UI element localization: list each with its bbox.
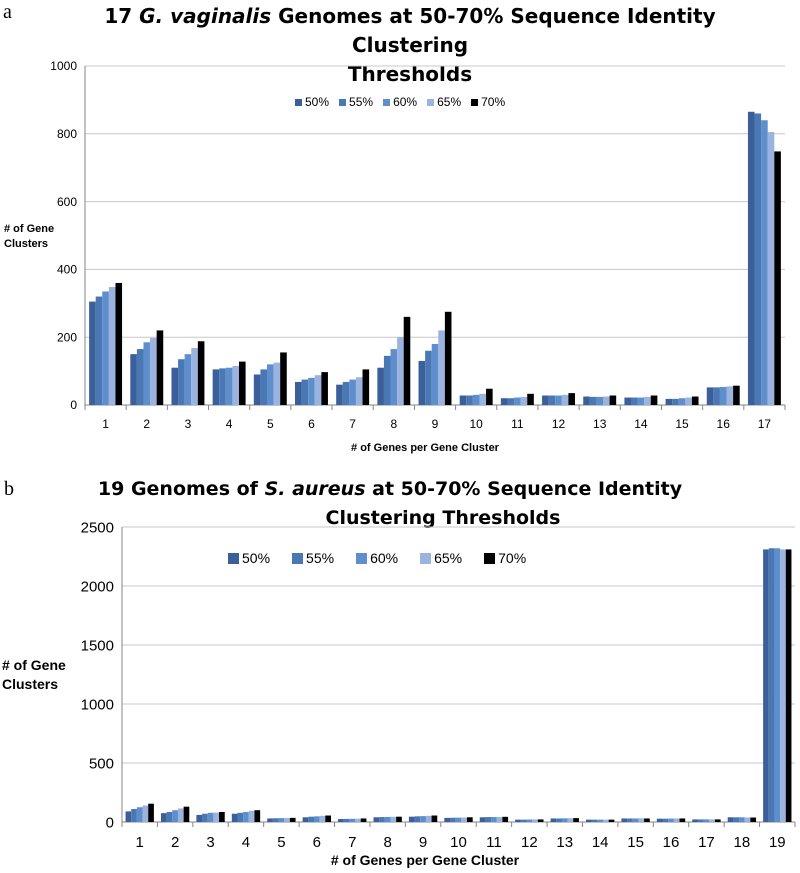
legend-label: 65% xyxy=(434,550,463,566)
bar-50pct-cat-12 xyxy=(515,820,521,822)
x-tick-label: 16 xyxy=(716,417,730,431)
bar-50pct-cat-14 xyxy=(586,820,592,822)
bar-55pct-cat-10 xyxy=(450,818,456,822)
bar-55pct-cat-13 xyxy=(556,818,562,822)
bar-70pct-cat-16 xyxy=(680,818,686,822)
bar-55pct-cat-15 xyxy=(627,818,633,822)
y-tick-label: 400 xyxy=(56,262,77,277)
bar-70pct-cat-19 xyxy=(786,549,792,822)
x-tick-label: 19 xyxy=(768,834,786,851)
x-tick-label: 9 xyxy=(418,834,428,851)
bar-55pct-cat-16 xyxy=(663,819,669,822)
bar-50pct-cat-8 xyxy=(373,817,379,822)
x-tick-label: 2 xyxy=(170,834,180,851)
bar-70pct-cat-9 xyxy=(432,816,438,822)
bar-70pct-cat-4 xyxy=(254,810,260,822)
y-tick-label: 1000 xyxy=(50,59,77,74)
bar-55pct-cat-8 xyxy=(379,817,385,822)
bar-55pct-cat-2 xyxy=(167,812,173,822)
bar-60pct-cat-4 xyxy=(243,812,249,822)
legend-label: 60% xyxy=(370,550,399,566)
bar-70pct-cat-2 xyxy=(184,807,190,822)
bar-50pct-cat-18 xyxy=(728,817,734,822)
bar-65pct-cat-6 xyxy=(320,816,326,822)
bar-50pct-cat-11 xyxy=(480,817,486,822)
bar-55pct-cat-9 xyxy=(415,816,421,822)
bar-55pct-cat-12 xyxy=(521,820,527,822)
x-tick-label: 5 xyxy=(277,834,286,851)
chart-a-title: 17 G. vaginalis Genomes at 50-70% Sequence Identity Clustering Thresholds xyxy=(104,4,716,86)
panel-b-letter: b xyxy=(4,478,14,500)
bar-55pct-cat-5 xyxy=(273,818,279,822)
bar-60pct-cat-5 xyxy=(279,818,285,822)
legend-swatch xyxy=(356,553,367,564)
bar-50pct-cat-19 xyxy=(763,549,769,822)
bar-70pct-cat-6 xyxy=(325,816,331,822)
bar-50pct-cat-17 xyxy=(692,819,698,822)
legend-label: 70% xyxy=(498,550,527,566)
bar-60pct-cat-15 xyxy=(633,818,639,822)
bar-50pct-cat-6 xyxy=(303,817,309,822)
bar-55pct-cat-14 xyxy=(592,820,598,822)
legend-swatch xyxy=(484,553,495,564)
legend-item-50pct xyxy=(228,550,270,566)
y-tick-label: 2500 xyxy=(80,519,114,537)
legend-label: 70% xyxy=(481,95,506,109)
bar-65pct-cat-9 xyxy=(426,816,432,822)
x-tick-label: 5 xyxy=(266,417,274,431)
bar-65pct-cat-13 xyxy=(568,818,574,822)
legend-item-60pct xyxy=(356,550,398,566)
bar-60pct-cat-19 xyxy=(774,548,780,822)
legend-item-65pct xyxy=(420,550,462,566)
bar-55pct-cat-11 xyxy=(485,817,491,822)
bar-65pct-cat-15 xyxy=(638,818,644,822)
legend-label: 55% xyxy=(306,550,335,566)
bar-50pct-cat-2 xyxy=(161,813,167,822)
x-tick-label: 4 xyxy=(225,417,233,431)
chart-b-title: 19 Genomes of S. aureus at 50-70% Sequence Identity Clustering Thresholds xyxy=(97,478,683,529)
x-tick-label: 17 xyxy=(757,417,772,431)
bar-65pct-cat-1 xyxy=(143,805,149,822)
chart-b-x-axis-label: # of Genes per Gene Cluster xyxy=(330,852,520,868)
bar-60pct-cat-1 xyxy=(137,807,143,822)
legend-swatch xyxy=(292,553,303,564)
x-tick-label: 3 xyxy=(184,417,192,431)
bar-60pct-cat-9 xyxy=(420,816,426,822)
legend-label: 55% xyxy=(349,95,374,109)
x-tick-label: 1 xyxy=(102,417,109,431)
bar-65pct-cat-11 xyxy=(497,817,503,822)
bar-55pct-cat-4 xyxy=(237,813,243,822)
legend-item-55pct xyxy=(292,550,334,566)
bar-50pct-cat-3 xyxy=(196,815,202,822)
bar-60pct-cat-3 xyxy=(208,813,214,822)
bar-65pct-cat-19 xyxy=(780,549,786,822)
bar-70pct-cat-15 xyxy=(644,818,650,822)
y-tick-label: 800 xyxy=(56,127,77,141)
bar-60pct-cat-12 xyxy=(527,820,533,822)
bar-55pct-cat-3 xyxy=(202,814,208,822)
bar-50pct-cat-5 xyxy=(267,818,273,822)
bar-65pct-cat-5 xyxy=(284,818,290,822)
x-tick-label: 10 xyxy=(469,417,483,431)
legend-item-70pct xyxy=(484,550,526,566)
legend-label: 65% xyxy=(437,95,462,109)
bar-65pct-cat-18 xyxy=(745,818,751,822)
y-tick-label: 1000 xyxy=(80,696,114,714)
x-tick-label: 15 xyxy=(627,834,644,851)
legend-label: 60% xyxy=(393,95,418,109)
bar-60pct-cat-17 xyxy=(704,819,710,822)
bar-70pct-cat-3 xyxy=(219,812,225,822)
bar-70pct-cat-8 xyxy=(396,817,402,822)
bar-65pct-cat-16 xyxy=(674,818,680,822)
bar-70pct-cat-14 xyxy=(609,820,615,822)
x-tick-label: 14 xyxy=(591,834,609,851)
x-tick-label: 13 xyxy=(556,834,574,851)
legend-label: 50% xyxy=(305,95,330,109)
y-tick-label: 0 xyxy=(70,398,77,413)
bar-60pct-cat-18 xyxy=(739,817,745,822)
legend-swatch xyxy=(228,553,239,564)
x-tick-label: 17 xyxy=(698,834,715,851)
bar-65pct-cat-12 xyxy=(532,819,538,822)
bar-70pct-cat-7 xyxy=(361,818,367,822)
x-tick-label: 4 xyxy=(241,834,251,851)
y-tick-label: 0 xyxy=(105,814,114,832)
x-tick-label: 12 xyxy=(520,834,538,851)
bar-65pct-cat-8 xyxy=(390,817,396,822)
x-tick-label: 16 xyxy=(662,834,680,851)
bar-70pct-cat-12 xyxy=(538,819,544,822)
bar-60pct-cat-16 xyxy=(668,819,674,822)
bar-55pct-cat-17 xyxy=(698,819,704,822)
bar-60pct-cat-7 xyxy=(349,819,355,822)
bar-55pct-cat-7 xyxy=(344,819,350,822)
bar-60pct-cat-2 xyxy=(172,810,178,822)
bar-60pct-cat-8 xyxy=(385,817,391,822)
y-tick-label: 1500 xyxy=(80,637,114,655)
bar-65pct-cat-10 xyxy=(461,818,467,822)
x-tick-label: 1 xyxy=(135,834,144,851)
x-tick-label: 10 xyxy=(450,834,467,851)
x-tick-label: 3 xyxy=(206,834,215,851)
x-tick-label: 12 xyxy=(551,417,566,431)
legend-swatch xyxy=(420,553,431,564)
panel-a-letter: a xyxy=(3,1,12,23)
x-tick-label: 8 xyxy=(383,834,392,851)
chart-a-x-axis-label: # of Genes per Gene Cluster xyxy=(351,442,499,454)
x-tick-label: 9 xyxy=(431,417,439,431)
bar-65pct-cat-4 xyxy=(249,811,255,822)
bar-65pct-cat-17 xyxy=(709,819,715,822)
bar-60pct-cat-11 xyxy=(491,817,497,822)
bar-70pct-cat-1 xyxy=(148,804,154,822)
x-tick-label: 7 xyxy=(348,834,357,851)
x-tick-label: 13 xyxy=(593,417,607,431)
x-tick-label: 6 xyxy=(312,834,321,851)
bar-70pct-cat-10 xyxy=(467,817,473,822)
x-tick-label: 11 xyxy=(486,834,502,851)
bar-60pct-cat-14 xyxy=(597,820,603,822)
x-tick-label: 14 xyxy=(634,417,648,431)
x-tick-label: 7 xyxy=(349,417,356,431)
bar-55pct-cat-18 xyxy=(733,817,739,822)
bar-50pct-cat-10 xyxy=(444,818,450,822)
y-tick-label: 600 xyxy=(56,194,77,209)
chart-b-legend xyxy=(228,550,526,566)
bar-70pct-cat-11 xyxy=(502,817,508,822)
bar-65pct-cat-7 xyxy=(355,819,361,822)
y-tick-label: 2000 xyxy=(80,578,114,596)
bar-60pct-cat-6 xyxy=(314,816,320,822)
bar-65pct-cat-2 xyxy=(178,808,184,822)
y-tick-label: 500 xyxy=(88,755,114,773)
bar-50pct-cat-4 xyxy=(232,814,238,822)
bar-70pct-cat-13 xyxy=(573,818,579,822)
chart-a-y-axis-label: # of Gene Clusters xyxy=(4,223,55,250)
bar-50pct-cat-15 xyxy=(621,818,627,822)
x-tick-label: 15 xyxy=(675,417,689,431)
x-tick-label: 11 xyxy=(511,417,524,431)
bar-65pct-cat-3 xyxy=(213,813,219,822)
bar-65pct-cat-14 xyxy=(603,820,609,822)
bar-50pct-cat-9 xyxy=(409,817,415,822)
bar-55pct-cat-6 xyxy=(308,817,314,822)
bar-55pct-cat-1 xyxy=(131,809,137,822)
x-tick-label: 6 xyxy=(308,417,315,431)
bar-50pct-cat-13 xyxy=(551,818,557,822)
bar-50pct-cat-7 xyxy=(338,819,344,822)
bar-60pct-cat-10 xyxy=(456,818,462,822)
y-tick-label: 200 xyxy=(56,330,77,345)
chart-b-y-axis-label: # of Gene Clusters xyxy=(2,657,66,692)
bar-50pct-cat-1 xyxy=(126,811,132,822)
x-tick-label: 2 xyxy=(143,417,151,431)
x-tick-label: 18 xyxy=(733,834,751,851)
bar-55pct-cat-19 xyxy=(769,548,775,822)
bar-50pct-cat-16 xyxy=(657,819,663,822)
x-tick-label: 8 xyxy=(390,417,398,431)
bar-60pct-cat-13 xyxy=(562,818,568,822)
bar-70pct-cat-5 xyxy=(290,818,296,822)
legend-label: 50% xyxy=(242,550,271,566)
bar-70pct-cat-17 xyxy=(715,819,721,822)
bar-70pct-cat-18 xyxy=(750,818,756,822)
